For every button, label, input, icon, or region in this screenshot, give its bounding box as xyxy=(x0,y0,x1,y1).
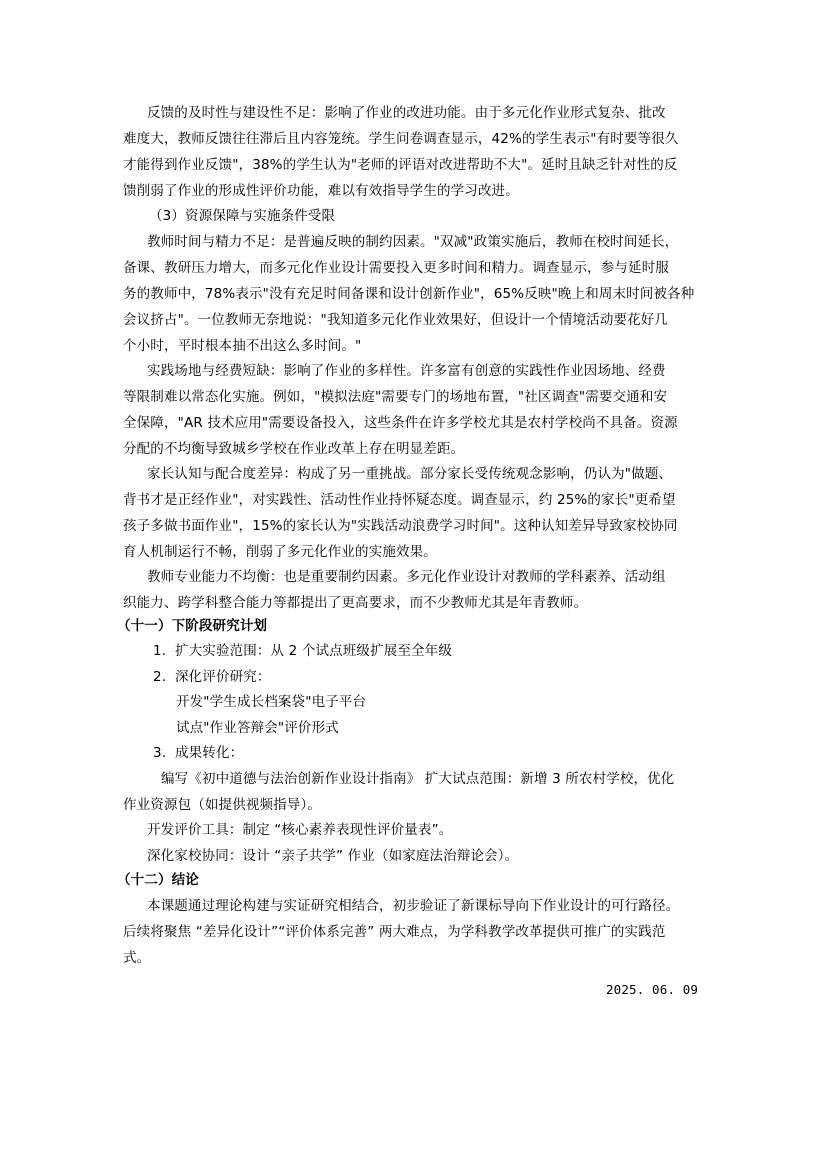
paragraph-text: 会议挤占"。一位教师无奈地说："我知道多元化作业效果好，但设计一个情境活动要花好几 xyxy=(123,312,669,328)
paragraph-text: 教师时间与精力不足：是普遍反映的制约因素。"双减"政策实施后，教师在校时间延长， xyxy=(147,234,679,250)
paragraph-text: 编写《初中道德与法治创新作业设计指南》 扩大试点范围：新增 3 所农村学校，优化 xyxy=(161,771,675,787)
list-number: 1. xyxy=(153,643,167,659)
paragraph-text: 才能得到作业反馈"，38%的学生认为"老师的评语对改进帮助不大"。延时且缺乏针对性的反 xyxy=(123,157,678,173)
paragraph-text: 开发评价工具：制定 “核心素养表现性评价量表”。 xyxy=(147,822,453,838)
section-heading: （十一）下阶段研究计划 xyxy=(117,618,268,634)
list-item xyxy=(153,740,243,766)
paragraph-text: 作业资源包（如提供视频指导）。 xyxy=(123,797,321,813)
paragraph-text: 深化家校协同：设计 “亲子共学” 作业（如家庭法治辩论会）。 xyxy=(147,848,519,864)
paragraph-text: 家长认知与配合度差异：构成了另一重挑战。部分家长受传统观念影响，仍认为"做题、 xyxy=(147,466,673,482)
paragraph-text: 全保障，"AR 技术应用"需要设备投入，这些条件在许多学校尤其是农村学校尚不具备。资源 xyxy=(123,415,678,431)
paragraph-text: 难度大，教师反馈往往滞后且内容笼统。学生问卷调查显示，42%的学生表示"有时要等很久 xyxy=(123,131,679,147)
list-item-text: 深化评价研究： xyxy=(175,669,271,685)
list-item-text: 成果转化： xyxy=(175,745,244,761)
section-heading: （十二）结论 xyxy=(117,872,199,888)
paragraph-text: 孩子多做书面作业"，15%的家长认为"实践活动浪费学习时间"。这种认知差异导致家校协同 xyxy=(123,518,678,534)
paragraph-text: 实践场地与经费短缺：影响了作业的多样性。许多富有创意的实践性作业因场地、经费 xyxy=(147,363,666,379)
list-item xyxy=(153,638,452,664)
paragraph-text: 育人机制运行不畅，削弱了多元化作业的实施效果。 xyxy=(123,544,437,560)
paragraph-text: 背书才是正经作业"，对实践性、活动性作业持怀疑态度。调查显示，约 25%的家长"更希望 xyxy=(123,492,676,508)
list-item xyxy=(153,664,271,690)
paragraph-text: 反馈的及时性与建设性不足：影响了作业的改进功能。由于多元化作业形式复杂、批改 xyxy=(147,105,666,121)
paragraph-text: 等限制难以常态化实施。例如，"模拟法庭"需要专门的场地布置，"社区调查"需要交通和安 xyxy=(123,389,668,405)
paragraph-text: 教师专业能力不均衡：也是重要制约因素。多元化作业设计对教师的学科素养、活动组 xyxy=(147,569,666,585)
paragraph-text: 馈削弱了作业的形成性评价功能，难以有效指导学生的学习改进。 xyxy=(123,183,519,199)
paragraph-text: 备课、教研压力增大，而多元化作业设计需要投入更多时间和精力。调查显示，参与延时服 xyxy=(123,260,669,276)
paragraph-text: 式。 xyxy=(123,950,151,966)
paragraph-text: 分配的不均衡导致城乡学校在作业改革上存在明显差距。 xyxy=(123,441,465,457)
sub-list-item: 开发"学生成长档案袋"电子平台 xyxy=(176,694,367,710)
list-number: 2. xyxy=(153,669,167,685)
list-number: 3. xyxy=(153,745,167,761)
list-item-text: 扩大实验范围：从 2 个试点班级扩展至全年级 xyxy=(175,643,452,659)
paragraph-text: 后续将聚焦 “差异化设计”“评价体系完善” 两大难点，为学科教学改革提供可推广的实践范 xyxy=(123,924,666,940)
sub-list-item: 试点"作业答辩会"评价形式 xyxy=(176,720,339,736)
document-date: 2025. 06. 09 xyxy=(606,982,699,997)
subsection-heading: （3）资源保障与实施条件受限 xyxy=(149,208,336,224)
paragraph-text: 个小时，平时根本抽不出这么多时间。" xyxy=(123,338,362,354)
paragraph-text: 务的教师中，78%表示"没有充足时间备课和设计创新作业"，65%反映"晚上和周末时间被各种 xyxy=(123,286,695,302)
paragraph-text: 本课题通过理论构建与实证研究相结合，初步验证了新课标导向下作业设计的可行路径。 xyxy=(147,898,680,914)
paragraph-text: 织能力、跨学科整合能力等都提出了更高要求，而不少教师尤其是年青教师。 xyxy=(123,595,588,611)
